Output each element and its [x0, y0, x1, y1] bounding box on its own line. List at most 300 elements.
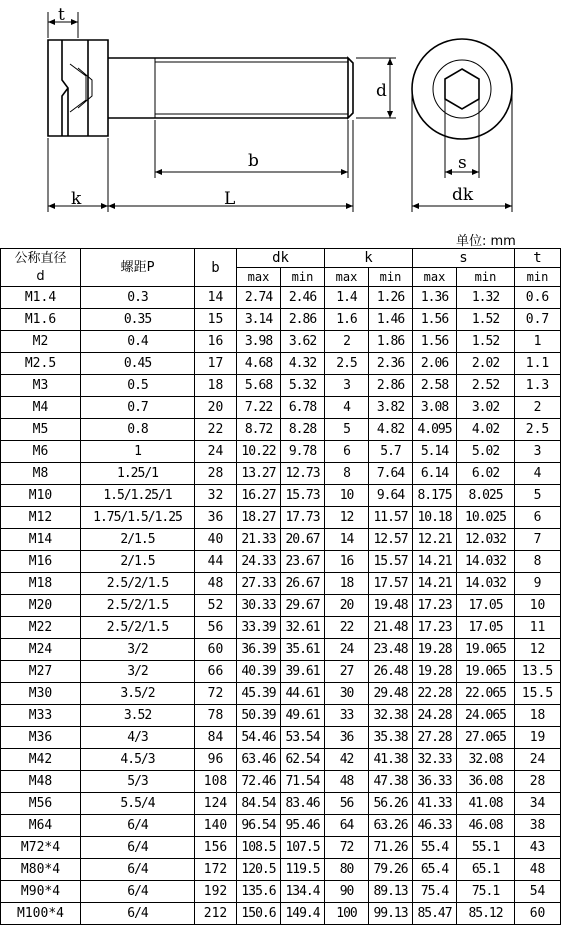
cell-size: M8 — [1, 463, 81, 485]
cell-size: M56 — [1, 793, 81, 815]
cell-dk-min: 12.73 — [281, 463, 325, 485]
table-row — [1, 463, 561, 485]
cell-dk-max: 84.54 — [237, 793, 281, 815]
cell-dk-min: 71.54 — [281, 771, 325, 793]
cell-k-min: 41.38 — [369, 749, 413, 771]
cell-size: M90*4 — [1, 881, 81, 903]
cell-k-min: 2.36 — [369, 353, 413, 375]
cell-k-min: 1.46 — [369, 309, 413, 331]
header-k-min: min — [369, 268, 413, 287]
cell-k-min: 19.48 — [369, 595, 413, 617]
cell-b: 36 — [195, 507, 237, 529]
cell-k-max: 24 — [325, 639, 369, 661]
label-b: b — [248, 151, 259, 171]
table-row — [1, 441, 561, 463]
cell-size: M24 — [1, 639, 81, 661]
cell-dk-max: 7.22 — [237, 397, 281, 419]
table-row — [1, 837, 561, 859]
header-s: s — [413, 249, 515, 268]
cell-t-min: 18 — [515, 705, 561, 727]
thread-line — [155, 58, 348, 118]
cell-pitch: 2.5/2/1.5 — [81, 617, 195, 639]
cell-size: M100*4 — [1, 903, 81, 925]
cell-s-max: 8.175 — [413, 485, 457, 507]
cell-k-max: 4 — [325, 397, 369, 419]
cell-dk-max: 63.46 — [237, 749, 281, 771]
cell-size: M42 — [1, 749, 81, 771]
cell-size: M20 — [1, 595, 81, 617]
cell-b: 20 — [195, 397, 237, 419]
cell-dk-min: 5.32 — [281, 375, 325, 397]
cell-k-max: 10 — [325, 485, 369, 507]
cell-s-max: 65.4 — [413, 859, 457, 881]
cell-size: M4 — [1, 397, 81, 419]
cell-pitch: 0.5 — [81, 375, 195, 397]
cell-size: M10 — [1, 485, 81, 507]
cell-dk-max: 36.39 — [237, 639, 281, 661]
cell-k-max: 33 — [325, 705, 369, 727]
cell-dk-min: 119.5 — [281, 859, 325, 881]
header-dk-min: min — [281, 268, 325, 287]
cell-dk-min: 2.46 — [281, 287, 325, 309]
cell-s-min: 2.52 — [457, 375, 515, 397]
table-row — [1, 529, 561, 551]
cell-s-min: 85.12 — [457, 903, 515, 925]
cell-s-max: 2.06 — [413, 353, 457, 375]
cell-dk-min: 4.32 — [281, 353, 325, 375]
cell-s-max: 27.28 — [413, 727, 457, 749]
unit-label: 单位: mm — [456, 234, 516, 249]
cell-dk-min: 6.78 — [281, 397, 325, 419]
cell-b: 16 — [195, 331, 237, 353]
cell-s-max: 32.33 — [413, 749, 457, 771]
table-row — [1, 309, 561, 331]
cell-b: 24 — [195, 441, 237, 463]
cell-k-min: 9.64 — [369, 485, 413, 507]
cell-s-min: 17.05 — [457, 595, 515, 617]
cell-k-min: 32.38 — [369, 705, 413, 727]
cell-k-max: 30 — [325, 683, 369, 705]
cell-t-min: 5 — [515, 485, 561, 507]
cell-t-min: 3 — [515, 441, 561, 463]
header-k-max: max — [325, 268, 369, 287]
cell-k-max: 90 — [325, 881, 369, 903]
cell-size: M5 — [1, 419, 81, 441]
cell-dk-min: 35.61 — [281, 639, 325, 661]
cell-k-max: 12 — [325, 507, 369, 529]
cell-pitch: 0.8 — [81, 419, 195, 441]
cell-dk-min: 9.78 — [281, 441, 325, 463]
cell-k-min: 23.48 — [369, 639, 413, 661]
cell-dk-min: 32.61 — [281, 617, 325, 639]
cell-dk-min: 26.67 — [281, 573, 325, 595]
cell-pitch: 2/1.5 — [81, 551, 195, 573]
cell-pitch: 2/1.5 — [81, 529, 195, 551]
cell-k-max: 48 — [325, 771, 369, 793]
table-row — [1, 353, 561, 375]
cell-s-max: 36.33 — [413, 771, 457, 793]
cell-k-min: 17.57 — [369, 573, 413, 595]
cell-s-min: 1.32 — [457, 287, 515, 309]
cell-s-max: 41.33 — [413, 793, 457, 815]
cell-s-min: 12.032 — [457, 529, 515, 551]
cell-dk-min: 62.54 — [281, 749, 325, 771]
cell-k-max: 8 — [325, 463, 369, 485]
cell-dk-max: 18.27 — [237, 507, 281, 529]
cell-size: M12 — [1, 507, 81, 529]
cell-s-max: 5.14 — [413, 441, 457, 463]
cell-pitch: 6/4 — [81, 903, 195, 925]
cell-pitch: 2.5/2/1.5 — [81, 595, 195, 617]
cell-k-max: 56 — [325, 793, 369, 815]
cell-b: 96 — [195, 749, 237, 771]
cell-b: 66 — [195, 661, 237, 683]
cell-b: 48 — [195, 573, 237, 595]
cell-t-min: 0.7 — [515, 309, 561, 331]
cell-dk-max: 24.33 — [237, 551, 281, 573]
cell-s-max: 6.14 — [413, 463, 457, 485]
label-k: k — [71, 189, 82, 209]
cell-dk-min: 23.67 — [281, 551, 325, 573]
cell-s-min: 75.1 — [457, 881, 515, 903]
cell-pitch: 6/4 — [81, 859, 195, 881]
label-dk: dk — [452, 185, 474, 205]
dimension-table — [0, 248, 561, 925]
label-t: t — [58, 5, 65, 25]
cell-dk-min: 8.28 — [281, 419, 325, 441]
cell-k-max: 80 — [325, 859, 369, 881]
table-row — [1, 397, 561, 419]
cell-s-max: 1.36 — [413, 287, 457, 309]
header-nominal — [1, 249, 81, 287]
cell-t-min: 19 — [515, 727, 561, 749]
header-dk-max: max — [237, 268, 281, 287]
header-s-max: max — [413, 268, 457, 287]
cell-size: M16 — [1, 551, 81, 573]
table-row — [1, 793, 561, 815]
cell-pitch: 1.5/1.25/1 — [81, 485, 195, 507]
cell-t-min: 2.5 — [515, 419, 561, 441]
cell-size: M2.5 — [1, 353, 81, 375]
cell-s-min: 5.02 — [457, 441, 515, 463]
cell-pitch: 3.52 — [81, 705, 195, 727]
cell-size: M3 — [1, 375, 81, 397]
cell-t-min: 38 — [515, 815, 561, 837]
cell-k-min: 35.38 — [369, 727, 413, 749]
cell-pitch: 0.35 — [81, 309, 195, 331]
screw-drawing — [0, 0, 562, 232]
cell-s-max: 14.21 — [413, 573, 457, 595]
cell-size: M1.4 — [1, 287, 81, 309]
cell-k-min: 7.64 — [369, 463, 413, 485]
cell-pitch: 1.25/1 — [81, 463, 195, 485]
cell-s-min: 6.02 — [457, 463, 515, 485]
cell-k-min: 47.38 — [369, 771, 413, 793]
cell-k-min: 2.86 — [369, 375, 413, 397]
cell-size: M48 — [1, 771, 81, 793]
cell-t-min: 43 — [515, 837, 561, 859]
cell-dk-min: 2.86 — [281, 309, 325, 331]
cell-b: 15 — [195, 309, 237, 331]
cell-s-max: 1.56 — [413, 331, 457, 353]
cell-k-max: 16 — [325, 551, 369, 573]
table-row — [1, 375, 561, 397]
cell-b: 18 — [195, 375, 237, 397]
cell-b: 72 — [195, 683, 237, 705]
cell-pitch: 3/2 — [81, 661, 195, 683]
cell-k-min: 5.7 — [369, 441, 413, 463]
cell-b: 172 — [195, 859, 237, 881]
cell-s-min: 10.025 — [457, 507, 515, 529]
cell-k-min: 15.57 — [369, 551, 413, 573]
cell-dk-max: 33.39 — [237, 617, 281, 639]
cell-s-max: 3.08 — [413, 397, 457, 419]
cell-size: M33 — [1, 705, 81, 727]
cell-dk-min: 107.5 — [281, 837, 325, 859]
cell-t-min: 0.6 — [515, 287, 561, 309]
cell-pitch: 6/4 — [81, 815, 195, 837]
cell-s-min: 22.065 — [457, 683, 515, 705]
cell-pitch: 5.5/4 — [81, 793, 195, 815]
cell-t-min: 9 — [515, 573, 561, 595]
cell-s-max: 19.28 — [413, 661, 457, 683]
cell-pitch: 0.4 — [81, 331, 195, 353]
cell-k-max: 22 — [325, 617, 369, 639]
cell-k-min: 3.82 — [369, 397, 413, 419]
cell-s-max: 75.4 — [413, 881, 457, 903]
cell-s-min: 19.065 — [457, 661, 515, 683]
table-row — [1, 749, 561, 771]
cell-pitch: 6/4 — [81, 837, 195, 859]
cell-pitch: 0.7 — [81, 397, 195, 419]
cell-dk-min: 49.61 — [281, 705, 325, 727]
cell-k-min: 1.26 — [369, 287, 413, 309]
cell-k-max: 20 — [325, 595, 369, 617]
table-row — [1, 815, 561, 837]
cell-pitch: 4/3 — [81, 727, 195, 749]
cell-dk-max: 16.27 — [237, 485, 281, 507]
cell-t-min: 48 — [515, 859, 561, 881]
cell-s-min: 17.05 — [457, 617, 515, 639]
cell-s-max: 55.4 — [413, 837, 457, 859]
cell-b: 156 — [195, 837, 237, 859]
cell-dk-min: 53.54 — [281, 727, 325, 749]
header-dk: dk — [237, 249, 325, 268]
label-s: s — [458, 153, 467, 173]
cell-dk-max: 108.5 — [237, 837, 281, 859]
cell-s-max: 19.28 — [413, 639, 457, 661]
cell-k-max: 3 — [325, 375, 369, 397]
cell-pitch: 4.5/3 — [81, 749, 195, 771]
table-row — [1, 771, 561, 793]
screw-shank — [108, 58, 353, 118]
cell-b: 56 — [195, 617, 237, 639]
cell-k-min: 11.57 — [369, 507, 413, 529]
cell-dk-min: 83.46 — [281, 793, 325, 815]
cell-k-min: 1.86 — [369, 331, 413, 353]
cell-b: 140 — [195, 815, 237, 837]
cell-k-min: 79.26 — [369, 859, 413, 881]
cell-t-min: 1 — [515, 331, 561, 353]
cell-s-max: 24.28 — [413, 705, 457, 727]
table-row — [1, 727, 561, 749]
cell-s-max: 4.095 — [413, 419, 457, 441]
cell-k-max: 18 — [325, 573, 369, 595]
table-row — [1, 419, 561, 441]
table-row — [1, 881, 561, 903]
cell-dk-max: 120.5 — [237, 859, 281, 881]
cell-b: 14 — [195, 287, 237, 309]
header-b: b — [195, 249, 237, 287]
cell-dk-max: 54.46 — [237, 727, 281, 749]
cell-size: M6 — [1, 441, 81, 463]
cell-k-max: 36 — [325, 727, 369, 749]
table-row — [1, 287, 561, 309]
cell-s-max: 12.21 — [413, 529, 457, 551]
table-row — [1, 551, 561, 573]
cell-b: 60 — [195, 639, 237, 661]
cell-dk-max: 2.74 — [237, 287, 281, 309]
cell-k-max: 27 — [325, 661, 369, 683]
cell-pitch: 0.3 — [81, 287, 195, 309]
cell-s-min: 41.08 — [457, 793, 515, 815]
cell-k-min: 4.82 — [369, 419, 413, 441]
cell-t-min: 28 — [515, 771, 561, 793]
cell-b: 17 — [195, 353, 237, 375]
cell-b: 212 — [195, 903, 237, 925]
cell-k-min: 99.13 — [369, 903, 413, 925]
table-row — [1, 661, 561, 683]
table-row — [1, 903, 561, 925]
cell-size: M30 — [1, 683, 81, 705]
table-row — [1, 617, 561, 639]
cell-pitch: 3/2 — [81, 639, 195, 661]
header-pitch: 螺距P — [81, 249, 195, 287]
cell-dk-max: 135.6 — [237, 881, 281, 903]
cell-s-min: 36.08 — [457, 771, 515, 793]
cell-k-max: 100 — [325, 903, 369, 925]
cell-k-min: 29.48 — [369, 683, 413, 705]
cell-k-max: 72 — [325, 837, 369, 859]
cell-t-min: 34 — [515, 793, 561, 815]
header-s-min: min — [457, 268, 515, 287]
cell-dk-min: 149.4 — [281, 903, 325, 925]
table-row — [1, 639, 561, 661]
cell-dk-min: 17.73 — [281, 507, 325, 529]
cell-s-min: 2.02 — [457, 353, 515, 375]
cell-dk-max: 96.54 — [237, 815, 281, 837]
cell-pitch: 1.75/1.5/1.25 — [81, 507, 195, 529]
cell-dk-max: 5.68 — [237, 375, 281, 397]
header-t-min: min — [515, 268, 561, 287]
cell-s-min: 19.065 — [457, 639, 515, 661]
cell-pitch: 0.45 — [81, 353, 195, 375]
cell-t-min: 10 — [515, 595, 561, 617]
cell-b: 44 — [195, 551, 237, 573]
cell-s-min: 1.52 — [457, 331, 515, 353]
cell-t-min: 54 — [515, 881, 561, 903]
table-row — [1, 507, 561, 529]
cell-t-min: 11 — [515, 617, 561, 639]
table-row — [1, 485, 561, 507]
cell-t-min: 12 — [515, 639, 561, 661]
cell-dk-min: 15.73 — [281, 485, 325, 507]
cell-dk-min: 134.4 — [281, 881, 325, 903]
cell-dk-max: 150.6 — [237, 903, 281, 925]
cell-s-min: 14.032 — [457, 551, 515, 573]
screw-head — [48, 40, 108, 136]
cell-s-max: 85.47 — [413, 903, 457, 925]
cell-t-min: 15.5 — [515, 683, 561, 705]
cell-k-max: 1.6 — [325, 309, 369, 331]
cell-t-min: 1.1 — [515, 353, 561, 375]
cell-k-max: 6 — [325, 441, 369, 463]
cell-pitch: 6/4 — [81, 881, 195, 903]
cell-b: 22 — [195, 419, 237, 441]
cell-dk-max: 72.46 — [237, 771, 281, 793]
header-nominal-label: 公称直径 — [14, 250, 67, 266]
table-row — [1, 683, 561, 705]
hex-socket — [445, 69, 479, 109]
cell-t-min: 6 — [515, 507, 561, 529]
cell-dk-min: 29.67 — [281, 595, 325, 617]
cell-dk-min: 44.61 — [281, 683, 325, 705]
cell-b: 124 — [195, 793, 237, 815]
cell-k-min: 21.48 — [369, 617, 413, 639]
cell-k-min: 56.26 — [369, 793, 413, 815]
cell-k-max: 64 — [325, 815, 369, 837]
cell-size: M72*4 — [1, 837, 81, 859]
cell-dk-max: 27.33 — [237, 573, 281, 595]
header-t: t — [515, 249, 561, 268]
cell-k-min: 12.57 — [369, 529, 413, 551]
cell-size: M36 — [1, 727, 81, 749]
cell-k-max: 14 — [325, 529, 369, 551]
cell-dk-max: 30.33 — [237, 595, 281, 617]
cell-dk-min: 39.61 — [281, 661, 325, 683]
cell-b: 84 — [195, 727, 237, 749]
table-row — [1, 859, 561, 881]
cell-t-min: 2 — [515, 397, 561, 419]
cell-s-max: 46.33 — [413, 815, 457, 837]
table-body — [1, 287, 561, 925]
cell-k-max: 2 — [325, 331, 369, 353]
cell-s-min: 14.032 — [457, 573, 515, 595]
cell-b: 28 — [195, 463, 237, 485]
cell-k-max: 2.5 — [325, 353, 369, 375]
header-k: k — [325, 249, 413, 268]
cell-b: 32 — [195, 485, 237, 507]
cell-dk-max: 4.68 — [237, 353, 281, 375]
cell-s-min: 8.025 — [457, 485, 515, 507]
cell-s-max: 2.58 — [413, 375, 457, 397]
table-row — [1, 705, 561, 727]
cell-s-max: 17.23 — [413, 617, 457, 639]
cell-t-min: 7 — [515, 529, 561, 551]
cell-s-min: 4.02 — [457, 419, 515, 441]
cell-size: M2 — [1, 331, 81, 353]
cell-size: M27 — [1, 661, 81, 683]
cell-k-max: 42 — [325, 749, 369, 771]
cell-s-min: 32.08 — [457, 749, 515, 771]
cell-b: 52 — [195, 595, 237, 617]
cell-size: M22 — [1, 617, 81, 639]
cell-pitch: 1 — [81, 441, 195, 463]
cell-s-max: 1.56 — [413, 309, 457, 331]
cell-k-max: 5 — [325, 419, 369, 441]
cell-pitch: 2.5/2/1.5 — [81, 573, 195, 595]
cell-s-min: 3.02 — [457, 397, 515, 419]
